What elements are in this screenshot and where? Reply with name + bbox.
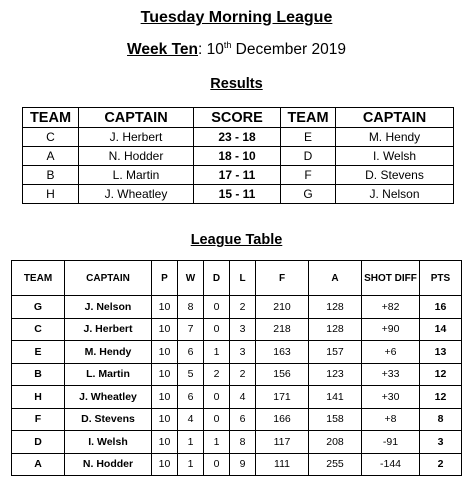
results-header-cell: SCORE xyxy=(194,108,281,128)
away-captain: D. Stevens xyxy=(336,166,454,185)
points: 13 xyxy=(420,341,462,364)
match-score: 17 - 11 xyxy=(194,166,281,185)
results-table xyxy=(22,107,454,204)
results-header-cell: TEAM xyxy=(23,108,79,128)
played: 10 xyxy=(152,408,178,431)
league-header-cell: W xyxy=(178,261,204,296)
match-score: 23 - 18 xyxy=(194,128,281,147)
captain: M. Hendy xyxy=(65,341,152,364)
captain: J. Nelson xyxy=(65,296,152,319)
lost: 4 xyxy=(230,386,256,409)
results-row xyxy=(23,147,454,166)
played: 10 xyxy=(152,363,178,386)
results-row xyxy=(23,185,454,204)
points: 16 xyxy=(420,296,462,319)
home-captain: J. Wheatley xyxy=(79,185,194,204)
away-captain: M. Hendy xyxy=(336,128,454,147)
played: 10 xyxy=(152,431,178,454)
shot-diff: +30 xyxy=(362,386,420,409)
shots-against: 128 xyxy=(309,318,362,341)
shots-for: 117 xyxy=(256,431,309,454)
team: F xyxy=(12,408,65,431)
shot-diff: +33 xyxy=(362,363,420,386)
results-heading: Results xyxy=(210,76,263,92)
won: 6 xyxy=(178,386,204,409)
shot-diff: +90 xyxy=(362,318,420,341)
league-row xyxy=(12,431,462,454)
lost: 2 xyxy=(230,363,256,386)
played: 10 xyxy=(152,386,178,409)
captain: N. Hodder xyxy=(65,453,152,476)
played: 10 xyxy=(152,341,178,364)
shots-against: 157 xyxy=(309,341,362,364)
league-row xyxy=(12,296,462,319)
home-captain: L. Martin xyxy=(79,166,194,185)
captain: L. Martin xyxy=(65,363,152,386)
shots-for: 218 xyxy=(256,318,309,341)
shots-against: 208 xyxy=(309,431,362,454)
lost: 8 xyxy=(230,431,256,454)
team: E xyxy=(12,341,65,364)
played: 10 xyxy=(152,453,178,476)
captain: J. Herbert xyxy=(65,318,152,341)
captain: I. Welsh xyxy=(65,431,152,454)
league-row xyxy=(12,453,462,476)
results-row xyxy=(23,166,454,185)
won: 5 xyxy=(178,363,204,386)
drawn: 0 xyxy=(204,408,230,431)
points: 2 xyxy=(420,453,462,476)
results-header-row xyxy=(23,108,454,128)
shots-for: 111 xyxy=(256,453,309,476)
points: 12 xyxy=(420,363,462,386)
match-score: 18 - 10 xyxy=(194,147,281,166)
league-row xyxy=(12,318,462,341)
lost: 2 xyxy=(230,296,256,319)
league-header-cell: P xyxy=(152,261,178,296)
page-title: Tuesday Morning League xyxy=(140,9,333,26)
league-header-cell: F xyxy=(256,261,309,296)
captain: J. Wheatley xyxy=(65,386,152,409)
shots-against: 128 xyxy=(309,296,362,319)
league-header-cell: A xyxy=(309,261,362,296)
played: 10 xyxy=(152,296,178,319)
results-row xyxy=(23,128,454,147)
points: 12 xyxy=(420,386,462,409)
drawn: 1 xyxy=(204,431,230,454)
week-date-line xyxy=(0,40,473,60)
week-date-rest: December 2019 xyxy=(231,41,346,58)
league-row xyxy=(12,341,462,364)
league-header-cell: TEAM xyxy=(12,261,65,296)
week-date-sep: : 10 xyxy=(197,41,224,58)
team: B xyxy=(12,363,65,386)
shots-for: 210 xyxy=(256,296,309,319)
away-team: D xyxy=(281,147,336,166)
drawn: 0 xyxy=(204,386,230,409)
shot-diff: -144 xyxy=(362,453,420,476)
points: 8 xyxy=(420,408,462,431)
home-team: B xyxy=(23,166,79,185)
shot-diff: +8 xyxy=(362,408,420,431)
shots-for: 171 xyxy=(256,386,309,409)
shots-against: 158 xyxy=(309,408,362,431)
league-table-heading: League Table xyxy=(190,232,283,248)
shots-against: 123 xyxy=(309,363,362,386)
week-label: Week Ten xyxy=(127,41,198,58)
shot-diff: +82 xyxy=(362,296,420,319)
league-header-cell: D xyxy=(204,261,230,296)
won: 8 xyxy=(178,296,204,319)
away-captain: J. Nelson xyxy=(336,185,454,204)
away-team: E xyxy=(281,128,336,147)
team: G xyxy=(12,296,65,319)
home-team: H xyxy=(23,185,79,204)
shot-diff: -91 xyxy=(362,431,420,454)
league-header-cell: PTS xyxy=(420,261,462,296)
lost: 6 xyxy=(230,408,256,431)
team: H xyxy=(12,386,65,409)
away-team: F xyxy=(281,166,336,185)
away-captain: I. Welsh xyxy=(336,147,454,166)
results-header-cell: CAPTAIN xyxy=(336,108,454,128)
won: 4 xyxy=(178,408,204,431)
league-table xyxy=(11,260,462,476)
lost: 9 xyxy=(230,453,256,476)
drawn: 0 xyxy=(204,318,230,341)
won: 1 xyxy=(178,431,204,454)
league-row xyxy=(12,386,462,409)
shots-for: 163 xyxy=(256,341,309,364)
points: 3 xyxy=(420,431,462,454)
team: A xyxy=(12,453,65,476)
captain: D. Stevens xyxy=(65,408,152,431)
won: 7 xyxy=(178,318,204,341)
home-team: A xyxy=(23,147,79,166)
league-header-cell: CAPTAIN xyxy=(65,261,152,296)
results-header-cell: TEAM xyxy=(281,108,336,128)
team: C xyxy=(12,318,65,341)
drawn: 1 xyxy=(204,341,230,364)
won: 6 xyxy=(178,341,204,364)
match-score: 15 - 11 xyxy=(194,185,281,204)
lost: 3 xyxy=(230,341,256,364)
date-ordinal: th xyxy=(223,39,232,50)
home-team: C xyxy=(23,128,79,147)
home-captain: J. Herbert xyxy=(79,128,194,147)
drawn: 2 xyxy=(204,363,230,386)
won: 1 xyxy=(178,453,204,476)
drawn: 0 xyxy=(204,296,230,319)
home-captain: N. Hodder xyxy=(79,147,194,166)
league-header-cell: SHOT DIFF xyxy=(362,261,420,296)
team: D xyxy=(12,431,65,454)
shots-against: 255 xyxy=(309,453,362,476)
league-header-cell: L xyxy=(230,261,256,296)
points: 14 xyxy=(420,318,462,341)
league-row xyxy=(12,408,462,431)
lost: 3 xyxy=(230,318,256,341)
shot-diff: +6 xyxy=(362,341,420,364)
shots-for: 166 xyxy=(256,408,309,431)
played: 10 xyxy=(152,318,178,341)
shots-for: 156 xyxy=(256,363,309,386)
results-header-cell: CAPTAIN xyxy=(79,108,194,128)
away-team: G xyxy=(281,185,336,204)
shots-against: 141 xyxy=(309,386,362,409)
drawn: 0 xyxy=(204,453,230,476)
league-row xyxy=(12,363,462,386)
league-header-row xyxy=(12,261,462,296)
